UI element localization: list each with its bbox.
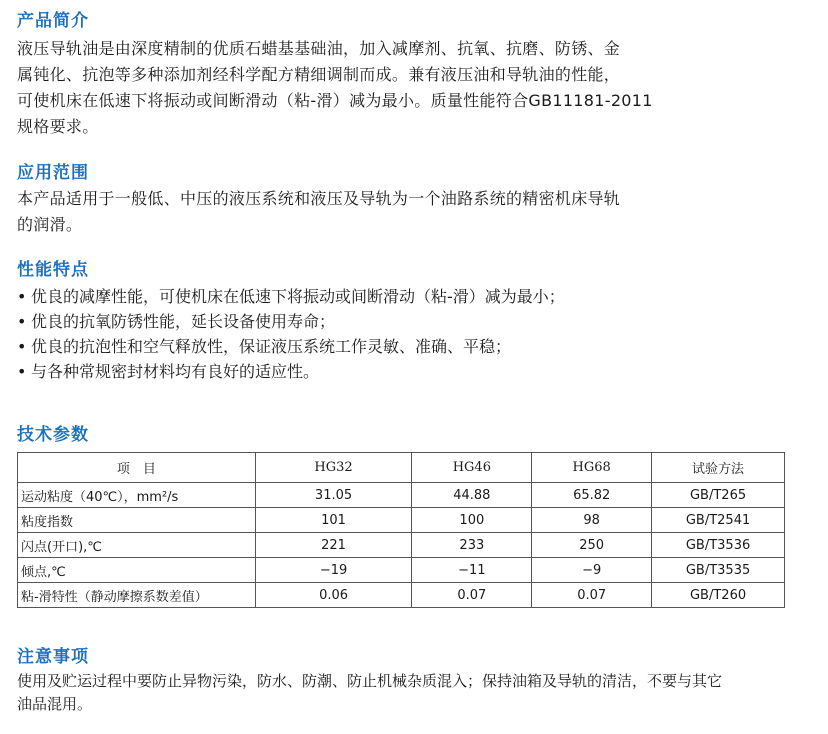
header-cell: HG32 (255, 453, 412, 483)
header-cell: 试验方法 (652, 453, 785, 483)
feature-item: • 优良的抗氧防锈性能，延长设备使用寿命； (17, 309, 812, 334)
intro-line: 属钝化、抗泡等多种添加剂经科学配方精细调制而成。兼有液压油和导轨油的性能， (17, 65, 621, 84)
header-cell: HG68 (532, 453, 652, 483)
notice-heading: 注意事项 (17, 647, 89, 667)
table-cell: −9 (532, 558, 652, 583)
feature-item: • 与各种常规密封材料均有良好的适应性。 (17, 359, 812, 384)
table-cell: 98 (532, 508, 652, 533)
intro-paragraph (17, 36, 812, 140)
table-row (18, 508, 785, 533)
specs-table (17, 452, 785, 608)
table-cell: 粘-滑特性（静动摩擦系数差值） (18, 583, 256, 608)
table-cell: 100 (412, 508, 532, 533)
table-cell: 0.07 (532, 583, 652, 608)
notice-paragraph (17, 670, 812, 716)
table-cell: −19 (255, 558, 412, 583)
table-cell: 101 (255, 508, 412, 533)
header-cell: HG46 (412, 453, 532, 483)
feature-item: • 优良的减摩性能，可使机床在低速下将振动或间断滑动（粘-滑）减为最小； (17, 284, 812, 309)
specs-heading: 技术参数 (17, 425, 89, 445)
table-cell: 250 (532, 533, 652, 558)
table-cell: 233 (412, 533, 532, 558)
table-header-row (18, 453, 785, 483)
features-heading: 性能特点 (17, 260, 89, 280)
application-paragraph (17, 186, 812, 238)
features-list (17, 284, 812, 384)
table-cell: 44.88 (412, 483, 532, 508)
table-cell: 0.07 (412, 583, 532, 608)
table-cell: 粘度指数 (18, 508, 256, 533)
bullet-icon: • (17, 287, 27, 306)
application-line: 的润滑。 (17, 215, 83, 234)
notice-line: 使用及贮运过程中要防止异物污染，防水、防潮、防止机械杂质混入；保持油箱及导轨的清洁，不要与其它 (17, 672, 723, 690)
notice-line: 油品混用。 (17, 695, 93, 713)
intro-line: 液压导轨油是由深度精制的优质石蜡基基础油，加入减摩剂、抗氧、抗磨、防锈、金 (17, 39, 621, 58)
application-line: 本产品适用于一般低、中压的液压系统和液压及导轨为一个油路系统的精密机床导轨 (17, 189, 621, 208)
table-row (18, 533, 785, 558)
table-cell: 倾点,℃ (18, 558, 256, 583)
table-cell: 闪点(开口),℃ (18, 533, 256, 558)
header-cell: 项 目 (18, 453, 256, 483)
table-row (18, 583, 785, 608)
table-cell: 0.06 (255, 583, 412, 608)
table-row (18, 483, 785, 508)
table-cell: GB/T260 (652, 583, 785, 608)
table-cell: 运动粘度（40℃），mm²/s (18, 483, 256, 508)
table-cell: GB/T265 (652, 483, 785, 508)
bullet-icon: • (17, 312, 27, 331)
intro-heading: 产品简介 (17, 11, 89, 31)
intro-line: 规格要求。 (17, 117, 99, 136)
feature-item: • 优良的抗泡性和空气释放性，保证液压系统工作灵敏、准确、平稳； (17, 334, 812, 359)
bullet-icon: • (17, 362, 27, 381)
table-cell: 221 (255, 533, 412, 558)
application-heading: 应用范围 (17, 163, 89, 183)
table-row (18, 558, 785, 583)
table-cell: GB/T3536 (652, 533, 785, 558)
table-cell: 65.82 (532, 483, 652, 508)
table-cell: 31.05 (255, 483, 412, 508)
bullet-icon: • (17, 337, 27, 356)
table-cell: GB/T2541 (652, 508, 785, 533)
intro-line: 可使机床在低速下将振动或间断滑动（粘-滑）减为最小。质量性能符合GB11181-2011 (17, 91, 653, 110)
table-cell: −11 (412, 558, 532, 583)
table-cell: GB/T3535 (652, 558, 785, 583)
